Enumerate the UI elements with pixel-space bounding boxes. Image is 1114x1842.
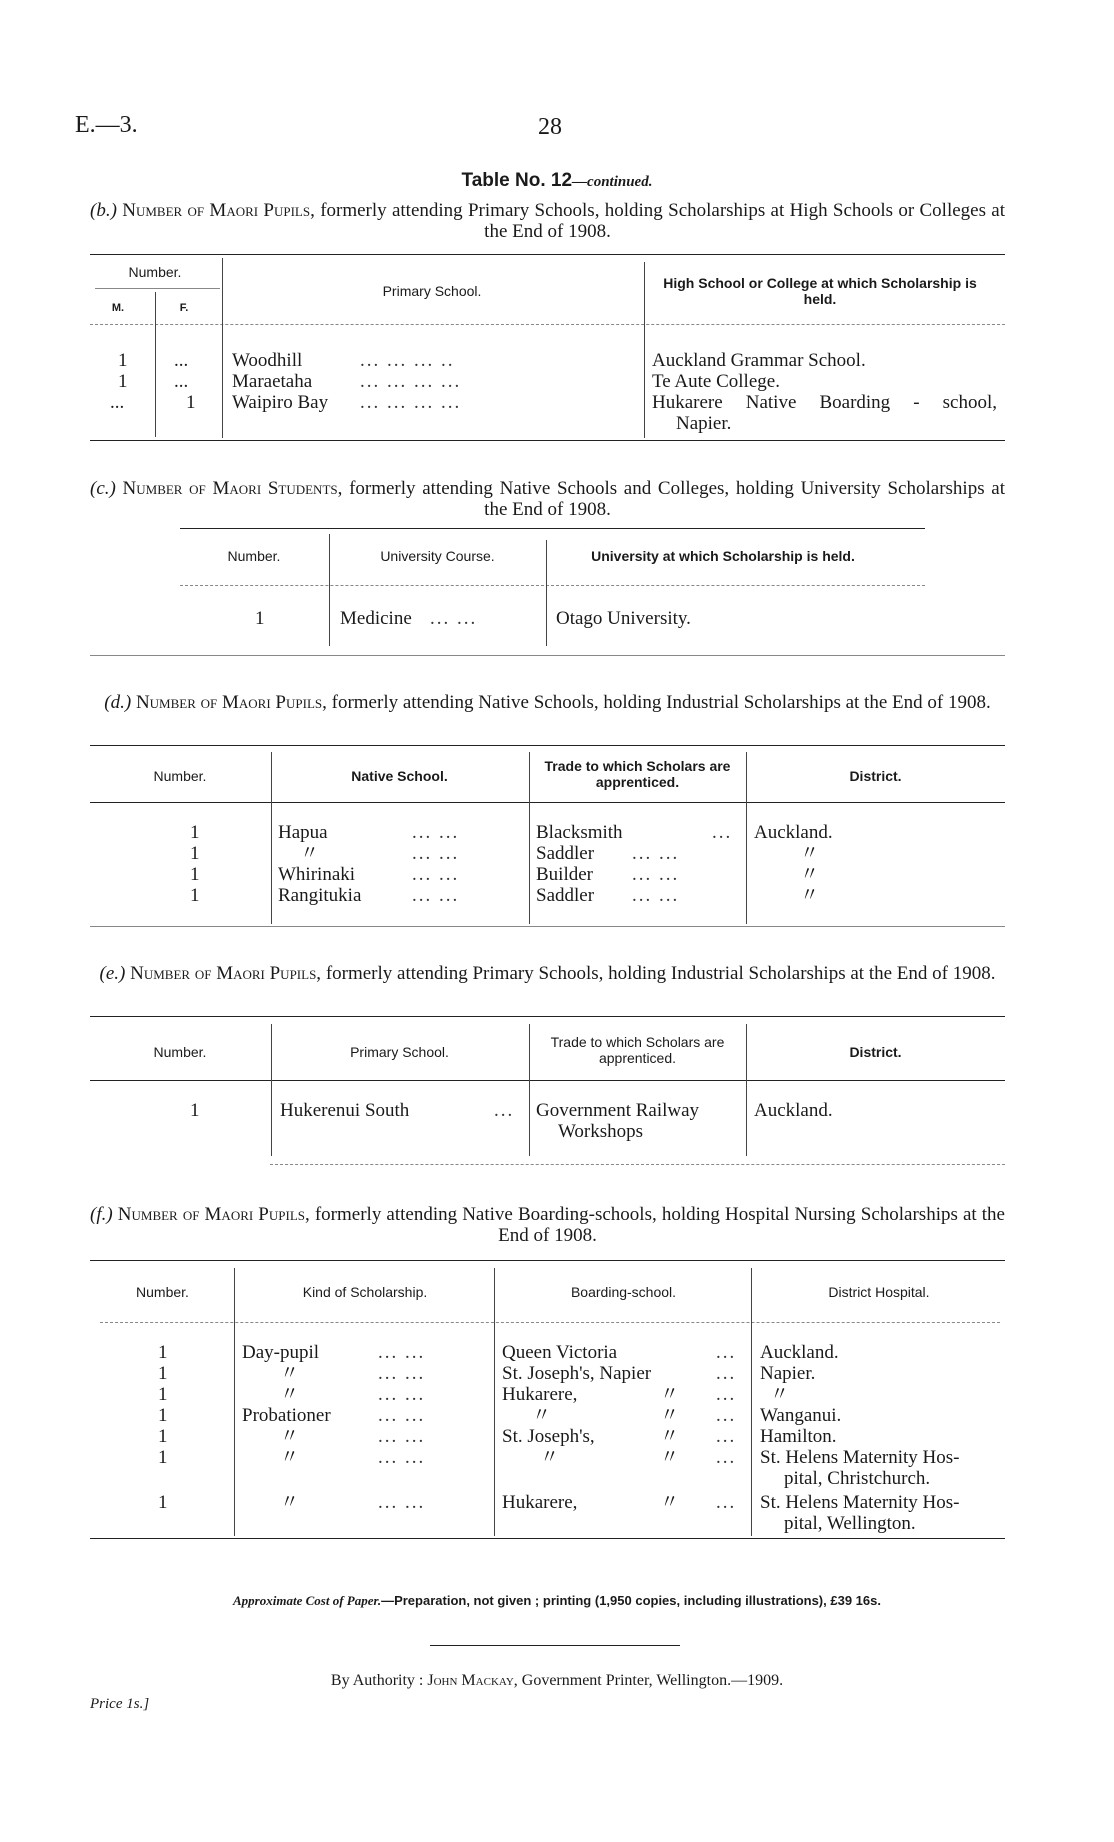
section-f-row-kind-dots: ... ... [378, 1342, 426, 1363]
section-b-heading [90, 200, 1005, 242]
section-d-divider-district [746, 752, 747, 924]
section-b-row-school: Waipiro Bay [232, 392, 329, 413]
section-f-row-school-dots: ... [716, 1492, 737, 1513]
section-b-row-m: 1 [118, 350, 128, 371]
section-b-row-dots: ... ... ... ... [360, 392, 462, 413]
section-b-row-school: Maraetaha [232, 371, 313, 392]
section-e-row-district: Auckland. [754, 1100, 833, 1121]
printer-imprint [0, 1670, 1114, 1691]
section-d-divider-school [271, 752, 272, 924]
section-d-label: (d.) [104, 692, 132, 713]
section-d-row-number: 1 [190, 885, 200, 906]
section-b-divider-college [644, 262, 645, 438]
section-f-col-kind: Kind of Scholarship. [302, 1284, 428, 1300]
section-d-row-trade-dots: ... ... [632, 843, 680, 864]
page-number: 28 [538, 114, 562, 140]
section-b-row-f: ... [174, 350, 189, 371]
section-b-row-college: Hukarere Native Boarding - school, [652, 392, 997, 413]
section-f-row-school-ditto: 〃 [660, 1447, 680, 1468]
section-f-divider-kind [234, 1268, 235, 1536]
section-f-top-rule [90, 1260, 1005, 1261]
section-f-row-school-dots: ... [716, 1342, 737, 1363]
section-b-col-m: M. [111, 302, 125, 314]
section-f-row-school-dots: ... [716, 1426, 737, 1447]
section-f-heading-text: formerly attending Native Boarding-schools, holding Hospital Nursing Scholarships at the End of 1908. [314, 1204, 1005, 1246]
section-d-row-district: 〃 [800, 843, 820, 864]
table-title-main: Table No. 12 [461, 170, 573, 191]
section-f-row-school: Hukarere, [502, 1492, 578, 1513]
section-b-col-college: High School or College at which Scholarship is held. [663, 275, 977, 307]
footer-rule [430, 1645, 680, 1646]
section-c-top-rule [180, 528, 925, 529]
section-f-col-school: Boarding-school. [570, 1284, 677, 1300]
section-d-row-trade: Blacksmith [536, 822, 623, 843]
section-f-row-kind-dots: ... ... [378, 1447, 426, 1468]
document-reference: E.—3. [75, 112, 138, 138]
section-f-row-kind: 〃 [280, 1384, 300, 1405]
section-f-row-hospital: Napier. [760, 1363, 816, 1384]
section-b-row-college: Auckland Grammar School. [652, 350, 866, 371]
section-f-row-kind: Probationer [242, 1405, 331, 1426]
section-d-row-dots: ... ... [412, 864, 460, 885]
section-b-heading-caps: Number of Maori Pupils, [122, 200, 315, 221]
section-c-row-course: Medicine [340, 608, 412, 629]
section-e-col-school: Primary School. [350, 1044, 449, 1060]
section-f-heading-caps: Number of Maori Pupils, [117, 1204, 310, 1225]
section-f-row-kind: 〃 [280, 1363, 300, 1384]
section-f-header-rule [100, 1322, 1000, 1323]
section-e-col-trade: Trade to which Scholars are apprenticed. [550, 1034, 725, 1066]
section-d-row-trade-dots: ... ... [632, 864, 680, 885]
section-d-top-rule [90, 745, 1005, 746]
section-d-heading-text: formerly attending Native Schools, holding Industrial Scholarships at the End of 1908. [331, 692, 991, 713]
section-b-row-m: 1 [118, 371, 128, 392]
section-c-col-university: University at which Scholarship is held. [591, 548, 855, 564]
section-e-row-dots: ... [494, 1100, 515, 1121]
section-f-row-hospital: Wanganui. [760, 1405, 842, 1426]
section-d-col-trade: Trade to which Scholars are apprenticed. [544, 758, 731, 790]
table-title [0, 170, 1114, 193]
section-d-row-trade: Builder [536, 864, 593, 885]
section-d-row-dots: ... ... [412, 843, 460, 864]
section-f-row-kind-dots: ... ... [378, 1426, 426, 1447]
section-f-row-kind: 〃 [280, 1426, 300, 1447]
section-f-divider-hospital [751, 1268, 752, 1536]
section-c-col-number: Number. [227, 548, 281, 564]
section-f-heading [90, 1204, 1005, 1246]
price-note: Price 1s.] [90, 1696, 150, 1712]
table-title-suffix: —continued. [572, 174, 653, 190]
section-f-divider-school [494, 1268, 495, 1536]
section-d-row-school: 〃 [300, 843, 320, 864]
section-b-row-f: ... [174, 371, 189, 392]
section-e-bottom-rule [270, 1164, 1005, 1165]
section-b-row-college: Te Aute College. [652, 371, 780, 392]
section-c-divider-university [546, 540, 547, 646]
section-e-col-number: Number. [153, 1044, 207, 1060]
section-b-col-f: F. [179, 302, 189, 314]
imprint-prefix: By Authority : [330, 1672, 424, 1689]
section-f-row-kind-dots: ... ... [378, 1405, 426, 1426]
cost-footnote-label: Approximate Cost of Paper. [233, 1593, 382, 1608]
section-b-divider-school [222, 258, 223, 438]
section-e-row-trade: Government Railway [536, 1100, 700, 1121]
section-b-col-number: Number. [128, 264, 182, 280]
section-d-row-school: Hapua [278, 822, 328, 843]
section-c-bottom-rule [90, 655, 1005, 656]
section-d-col-number: Number. [153, 768, 207, 784]
section-d-row-district: Auckland. [754, 822, 833, 843]
section-e-divider-trade [529, 1024, 530, 1156]
section-d-divider-trade [529, 752, 530, 924]
section-f-row-school-ditto: 〃 [660, 1405, 680, 1426]
section-d-row-number: 1 [190, 843, 200, 864]
section-e-heading [90, 963, 1005, 984]
section-d-row-district: 〃 [800, 864, 820, 885]
section-b-bottom-rule [90, 440, 1005, 441]
section-c-label: (c.) [90, 478, 116, 499]
section-f-col-number: Number. [136, 1284, 189, 1300]
section-f-row-hospital-cont: pital, Christchurch. [784, 1468, 931, 1489]
imprint-suffix: Government Printer, Wellington.—1909. [521, 1672, 784, 1689]
section-f-row-kind-dots: ... ... [378, 1492, 426, 1513]
section-c-heading-text: formerly attending Native Schools and Colleges, holding University Scholarships at the End of 1908. [349, 478, 1005, 520]
section-b-heading-text: formerly attending Primary Schools, holding Scholarships at High Schools or Colleges at the End of 1908. [320, 200, 1006, 242]
section-f-row-school-dots: ... [716, 1363, 737, 1384]
section-d-col-school: Native School. [351, 768, 448, 784]
section-f-row-school-dots: ... [716, 1447, 737, 1468]
section-f-row-school: 〃 [540, 1447, 560, 1468]
section-e-col-district: District. [849, 1044, 902, 1060]
section-f-row-school-ditto: 〃 [660, 1426, 680, 1447]
section-b-row-school: Woodhill [232, 350, 303, 371]
section-f-row-kind: 〃 [280, 1447, 300, 1468]
section-e-heading-text: formerly attending Primary Schools, holding Industrial Scholarships at the End of 1908. [325, 963, 996, 984]
section-f-row-school-dots: ... [716, 1384, 737, 1405]
section-f-row-school: St. Joseph's, Napier [502, 1363, 652, 1384]
section-f-row-school: St. Joseph's, [502, 1426, 595, 1447]
section-b-row-m: ... [110, 392, 125, 413]
section-e-header-rule [90, 1080, 1005, 1081]
section-f-row-number: 1 [158, 1492, 168, 1513]
section-f-col-hospital: District Hospital. [828, 1284, 930, 1300]
section-f-row-school: Hukarere, [502, 1384, 578, 1405]
section-f-row-number: 1 [158, 1405, 168, 1426]
section-d-row-trade: Saddler [536, 843, 595, 864]
section-b-top-rule [90, 254, 1005, 255]
section-f-bottom-rule [90, 1538, 1005, 1539]
section-c-row-number: 1 [255, 608, 265, 629]
section-e-divider-district [746, 1024, 747, 1156]
section-f-row-school: Queen Victoria [502, 1342, 618, 1363]
section-c-heading-caps: Number of Maori Students, [122, 478, 343, 499]
section-f-row-number: 1 [158, 1363, 168, 1384]
section-d-row-school: Rangitukia [278, 885, 362, 906]
cost-footnote [0, 1590, 1114, 1611]
section-d-bottom-rule [90, 926, 1005, 927]
section-d-row-trade-dots: ... ... [632, 885, 680, 906]
section-f-row-kind-dots: ... ... [378, 1384, 426, 1405]
section-b-col-school: Primary School. [382, 283, 482, 299]
section-b-row-dots: ... ... ... .. [360, 350, 455, 371]
section-f-row-school: 〃 [532, 1405, 552, 1426]
section-e-label: (e.) [99, 963, 126, 984]
section-f-row-kind: 〃 [280, 1492, 300, 1513]
section-f-row-hospital: St. Helens Maternity Hos- [760, 1492, 960, 1513]
section-d-row-trade: Saddler [536, 885, 595, 906]
section-e-row-number: 1 [190, 1100, 200, 1121]
section-d-row-district: 〃 [800, 885, 820, 906]
section-b-row-college-cont: Napier. [676, 413, 732, 434]
section-b-row-f: 1 [186, 392, 196, 413]
section-b-label: (b.) [90, 200, 117, 221]
section-f-row-number: 1 [158, 1384, 168, 1405]
section-f-row-school-ditto: 〃 [660, 1384, 680, 1405]
section-b-row-dots: ... ... ... ... [360, 371, 462, 392]
section-c-row-university: Otago University. [556, 608, 691, 629]
section-b-number-subrule [95, 288, 220, 289]
section-f-label: (f.) [90, 1204, 113, 1225]
section-d-row-school: Whirinaki [278, 864, 356, 885]
cost-footnote-text: —Preparation, not given ; printing (1,950 copies, including illustrations), £39 16s. [381, 1593, 881, 1608]
section-f-row-kind: Day-pupil [242, 1342, 320, 1363]
section-e-row-school: Hukerenui South [280, 1100, 410, 1121]
section-f-row-hospital: 〃 [770, 1384, 790, 1405]
section-e-divider-school [271, 1024, 272, 1156]
section-c-divider-course [329, 534, 330, 646]
section-e-top-rule [90, 1016, 1005, 1017]
section-e-heading-caps: Number of Maori Pupils, [130, 963, 322, 984]
section-c-row-dots: ... ... [430, 608, 478, 629]
section-e-row-trade-cont: Workshops [558, 1121, 644, 1142]
section-f-row-number: 1 [158, 1447, 168, 1468]
section-f-row-hospital-cont: pital, Wellington. [784, 1513, 916, 1534]
section-f-row-school-ditto: 〃 [660, 1492, 680, 1513]
section-d-row-trade-dots: ... [712, 822, 733, 843]
section-d-row-number: 1 [190, 822, 200, 843]
section-c-col-course: University Course. [380, 548, 495, 564]
section-d-heading [90, 692, 1005, 713]
section-f-row-kind-dots: ... ... [378, 1363, 426, 1384]
section-f-row-hospital: Auckland. [760, 1342, 839, 1363]
section-d-row-number: 1 [190, 864, 200, 885]
section-f-row-school-dots: ... [716, 1405, 737, 1426]
section-f-row-hospital: Hamilton. [760, 1426, 837, 1447]
section-f-row-number: 1 [158, 1426, 168, 1447]
section-c-heading [90, 478, 1005, 520]
imprint-printer-name: John Mackay, [427, 1672, 518, 1689]
section-f-row-hospital: St. Helens Maternity Hos- [760, 1447, 960, 1468]
section-d-row-dots: ... ... [412, 885, 460, 906]
section-c-header-rule [180, 585, 925, 586]
section-d-header-rule [90, 802, 1005, 803]
section-d-heading-caps: Number of Maori Pupils, [135, 692, 327, 713]
section-b-header-rule [90, 324, 1005, 325]
section-d-col-district: District. [849, 768, 902, 784]
section-f-row-number: 1 [158, 1342, 168, 1363]
section-b-divider-mf [155, 292, 156, 437]
section-d-row-dots: ... ... [412, 822, 460, 843]
